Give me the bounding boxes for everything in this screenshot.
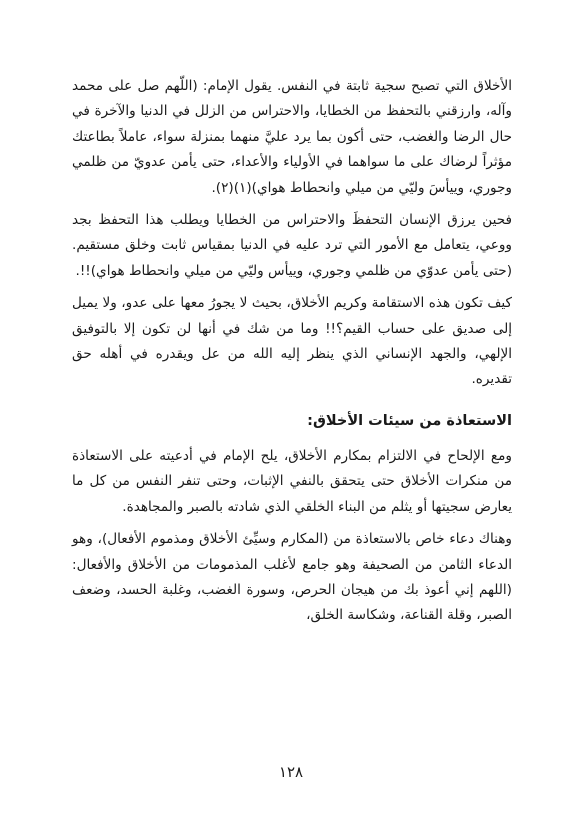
page-number: ١٢٨ <box>278 763 304 781</box>
paragraph-4: ومع الإلحاح في الالتزام بمكارم الأخلاق، يلح الإمام في أدعيته على الاستعاذة من منكرات الأخلاق حتى يتحقق بالنفي الإثبات، وحتى تنفر النفس من كل ما يعارض سجيتها أو يثلم من البناء الخلقي الذي شادته بالصبر والمجاهدة. <box>72 447 512 515</box>
paragraph-5: وهناك دعاء خاص بالاستعاذة من (المكارم وسيِّئ الأخلاق ومذموم الأفعال)، وهو الدعاء الثامن من الصحيفة وهو جامع لأغلب المذمومات من الأخلاق والأفعال: (اللهم إني أعوذ بك من هيجان الحرص، وسورة الغضب، وغلبة الحسد، وضعف الصبر، وقلة القناعة، وشكاسة الخلق، <box>72 531 512 624</box>
paragraph-2: فحين يرزق الإنسان التحفظَ والاحتراس من الخطايا ويطلب هذا التحفظ بجد ووعي، يتعامل مع الأمور التي ترد عليه في الدنيا بمقياس ثابت وخلق مستقيم. (حتى يأمن عدوّي من ظلمي وجوري، وييأس وليّي من ميلي وانحطاط هواي)!!. <box>72 212 512 279</box>
paragraph-3: كيف تكون هذه الاستقامة وكريم الأخلاق، بحيث لا يجورُ معها على عدو، ولا يميل إلى صديق على حساب القيم؟!! وما من شك في أنها لن تكون إلا بالتوفيق الإلهي، والجهد الإنساني الذي ينظر إليه الله من عل ويقدره في أهله حق تقديره. <box>72 295 512 388</box>
paragraph-1: الأخلاق التي تصبح سجية ثابتة في النفس. يقول الإمام: (اللّهم صل على محمد وآله، وارزقني بالتحفظ من الخطايا، والاحتراس من الزلل في الدنيا والآخرة في حال الرضا والغضب، حتى أكون بما يرد عليَّ منهما بمنزلة سواء، عاملاً بطاعتك مؤثراً لرضاك على ما سواهما في الأولياء والأعداء، حتى يأمن عدويّ من ظلمي وجوري، وييأسَ وليّي من ميلي وانحطاط هواي)(١)(٢). <box>72 78 512 196</box>
section-heading: الاستعاذة من سيئات الأخلاق: <box>307 412 512 429</box>
page-body <box>72 74 512 636</box>
